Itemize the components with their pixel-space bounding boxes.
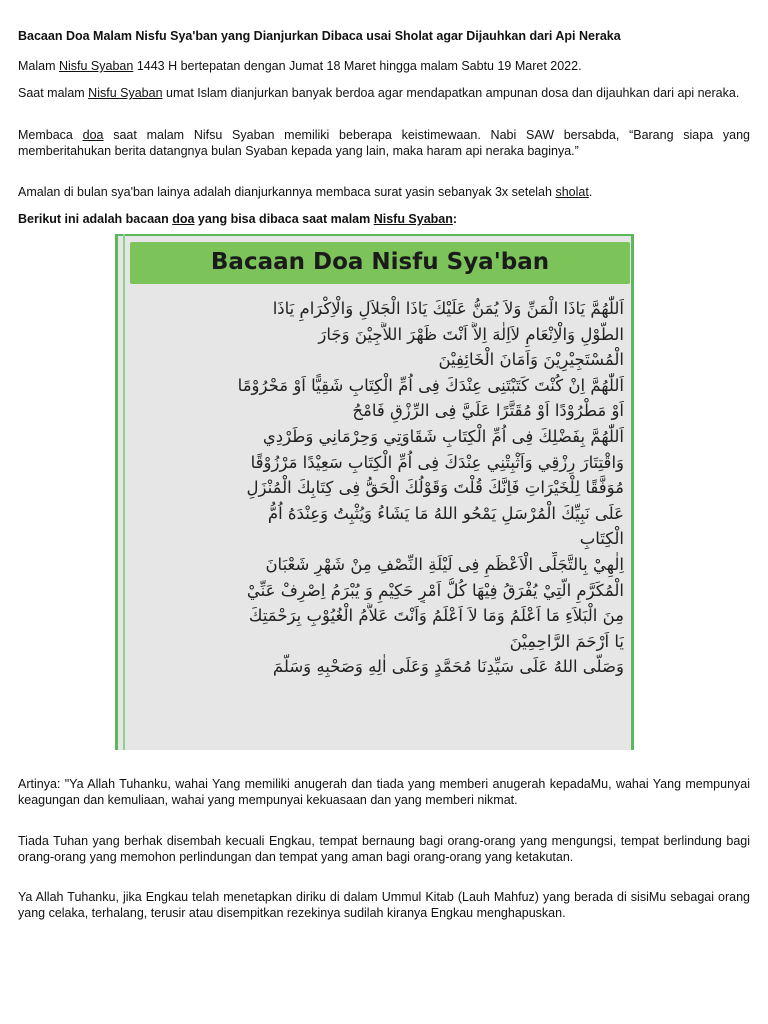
link-doa[interactable]: doa [172,212,195,226]
translation-paragraph-3: Ya Allah Tuhanku, jika Engkau telah menetapkan diriku di dalam Ummul Kitab (Lauh Mahfuz) yang berada di sisiMu sebagai orang yang celaka, terhalang, terusir atau disempitkan rezekinya sudilah kiranya Engkau menghapuskan. [18,890,750,921]
arabic-line: اَللّٰهُمَّ يَاذَا الْمَنِّ وَلاَ يُمَنُّ عَلَيْكَ يَاذَا الْجَلاَلِ وَالْاِكْرَامِ يَاذَا [272,299,624,318]
arabic-doa-text [136,296,624,680]
arabic-line: مِنَ الْبَلاَءِ مَا اَعْلَمُ وَمَا لاَ اَعْلَمُ وَاَنْتَ عَلاَّمُ الْغُيُوْبِ بِرَحْمَتِكَ [248,606,624,626]
arabic-line: الْكِتَابِ [579,529,624,549]
arabic-line: اَللّٰهُمَّ اِنْ كُنْتَ كَتَبْتَنِى عِنْدَكَ فِى اُمِّ الْكِتَابِ شَقِيًّا اَوْ مَحْرُوْمًا [237,375,624,395]
paragraph-date: Malam Nisfu Syaban 1443 H bertepatan dengan Jumat 18 Maret hingga malam Sabtu 19 Maret 2022. [18,59,582,73]
link-sholat[interactable]: sholat [555,185,589,199]
paragraph-yasin: Amalan di bulan sya'ban lainya adalah dianjurkannya membaca surat yasin sebanyak 3x setelah sholat. [18,185,593,199]
article-title: Bacaan Doa Malam Nisfu Sya'ban yang Dianjurkan Dibaca usai Sholat agar Dijauhkan dari Api Neraka [18,29,621,43]
translation-paragraph-2: Tiada Tuhan yang berhak disembah kecuali Engkau, tempat bernaung bagi orang-orang yang mengungsi, tempat berlindung bagi orang-orang yang memohon perlindungan dan tempat yang aman bagi orang-orang yang ketakutan. [18,834,750,865]
arabic-line: الْمُكَرَّمِ الَّتِيْ يُفْرَقُ فِيْهَا كُلُّ اَمْرٍ حَكِيْمٍ وَ يُبْرَمُ اِصْرِفْ عَنِّيْ [246,580,624,600]
arabic-line: اَوْ مَطْرُوْدًا اَوْ مُقَتَّرًا عَلَيَّ فِى الرِّزْقِ فَامْحُ [352,401,624,421]
arabic-line: مُوَفَّقًا لِلْخَيْرَاتِ فَاِنَّكَ قُلْتَ وَقَوْلُكَ الْحَقُّ فِى كِتَابِكَ الْمُنْزَلِ [246,478,624,498]
arabic-line: الْمُسْتَجِيْرِيْنَ وَاَمَانَ الْخَائِفِيْنَ [438,350,624,370]
link-nisfu-syaban[interactable]: Nisfu Syaban [58,59,134,73]
link-doa[interactable]: doa [82,128,104,142]
arabic-line: وَصَلَّى اللهُ عَلَى سَيِّدِنَا مُحَمَّدٍ وَعَلَى اٰلِهِ وَصَحْبِهِ وَسَلَّمَ [272,657,624,677]
arabic-line: الطَّوْلِ وَالْاِنْعَامِ لاَاِلٰهَ اِلاَّ اَنْتَ ظَهْرَ اللاَّجِيْنَ وَجَارَ [318,324,624,344]
arabic-line: يَا اَرْحَمَ الرَّاحِمِيْنَ [509,631,624,651]
paragraph-recommendation: Saat malam Nisfu Syaban umat Islam dianjurkan banyak berdoa agar mendapatkan ampunan dosa dan dijauhkan dari api neraka. [18,86,740,100]
link-nisfu-syaban[interactable]: Nisfu Syaban [88,86,163,100]
image-banner-title: Bacaan Doa Nisfu Sya'ban [210,249,550,276]
paragraph-hadith: Membaca doa saat malam Nifsu Syaban memiliki beberapa keistimewaan. Nabi SAW bersabda, “Barang siapa yang memberitahukan berita datangnya bulan Syaban kepada yang lain, maka haram api neraka baginya.” [18,128,750,159]
card-top-border [118,234,631,236]
card-inner-border [123,234,125,750]
arabic-line: اِلٰهِيْ بِالتَّجَلِّى الْاَعْظَمِ فِى لَيْلَةِ النِّصْفِ مِنْ شَهْرِ شَعْبَانَ [265,554,624,574]
doa-image [115,234,634,750]
arabic-line: اَللّٰهُمَّ بِفَضْلِكَ فِى اُمِّ الْكِتَابِ شَقَاوَتِي وَحِرْمَانِي وَطَرْدِي [262,426,624,446]
link-nisfu-syaban[interactable]: Nisfu Syaban [373,212,453,226]
paragraph-intro-doa: Berikut ini adalah bacaan doa yang bisa dibaca saat malam Nisfu Syaban: [18,212,458,226]
image-banner [130,242,630,284]
translation-paragraph-1: Artinya: "Ya Allah Tuhanku, wahai Yang memiliki anugerah dan tiada yang memberi anugerah kepadaMu, wahai Yang mempunyai keagungan dan kemuliaan, wahai yang mempunyai kekuasaan dan yang memberi nikmat. [18,777,750,808]
arabic-line: عَلَى نَبِيِّكَ الْمُرْسَلِ يَمْحُو اللهُ مَا يَشَاءُ وَيُثْبِتُ وَعِنْدَهُ اُمُّ [267,503,624,523]
arabic-line: وَاقْتِتَارَ رِزْقِي وَاَثْبِتْنِي عِنْدَكَ فِى اُمِّ الْكِتَابِ سَعِيْدًا مَرْزُوْقًا [250,452,624,472]
